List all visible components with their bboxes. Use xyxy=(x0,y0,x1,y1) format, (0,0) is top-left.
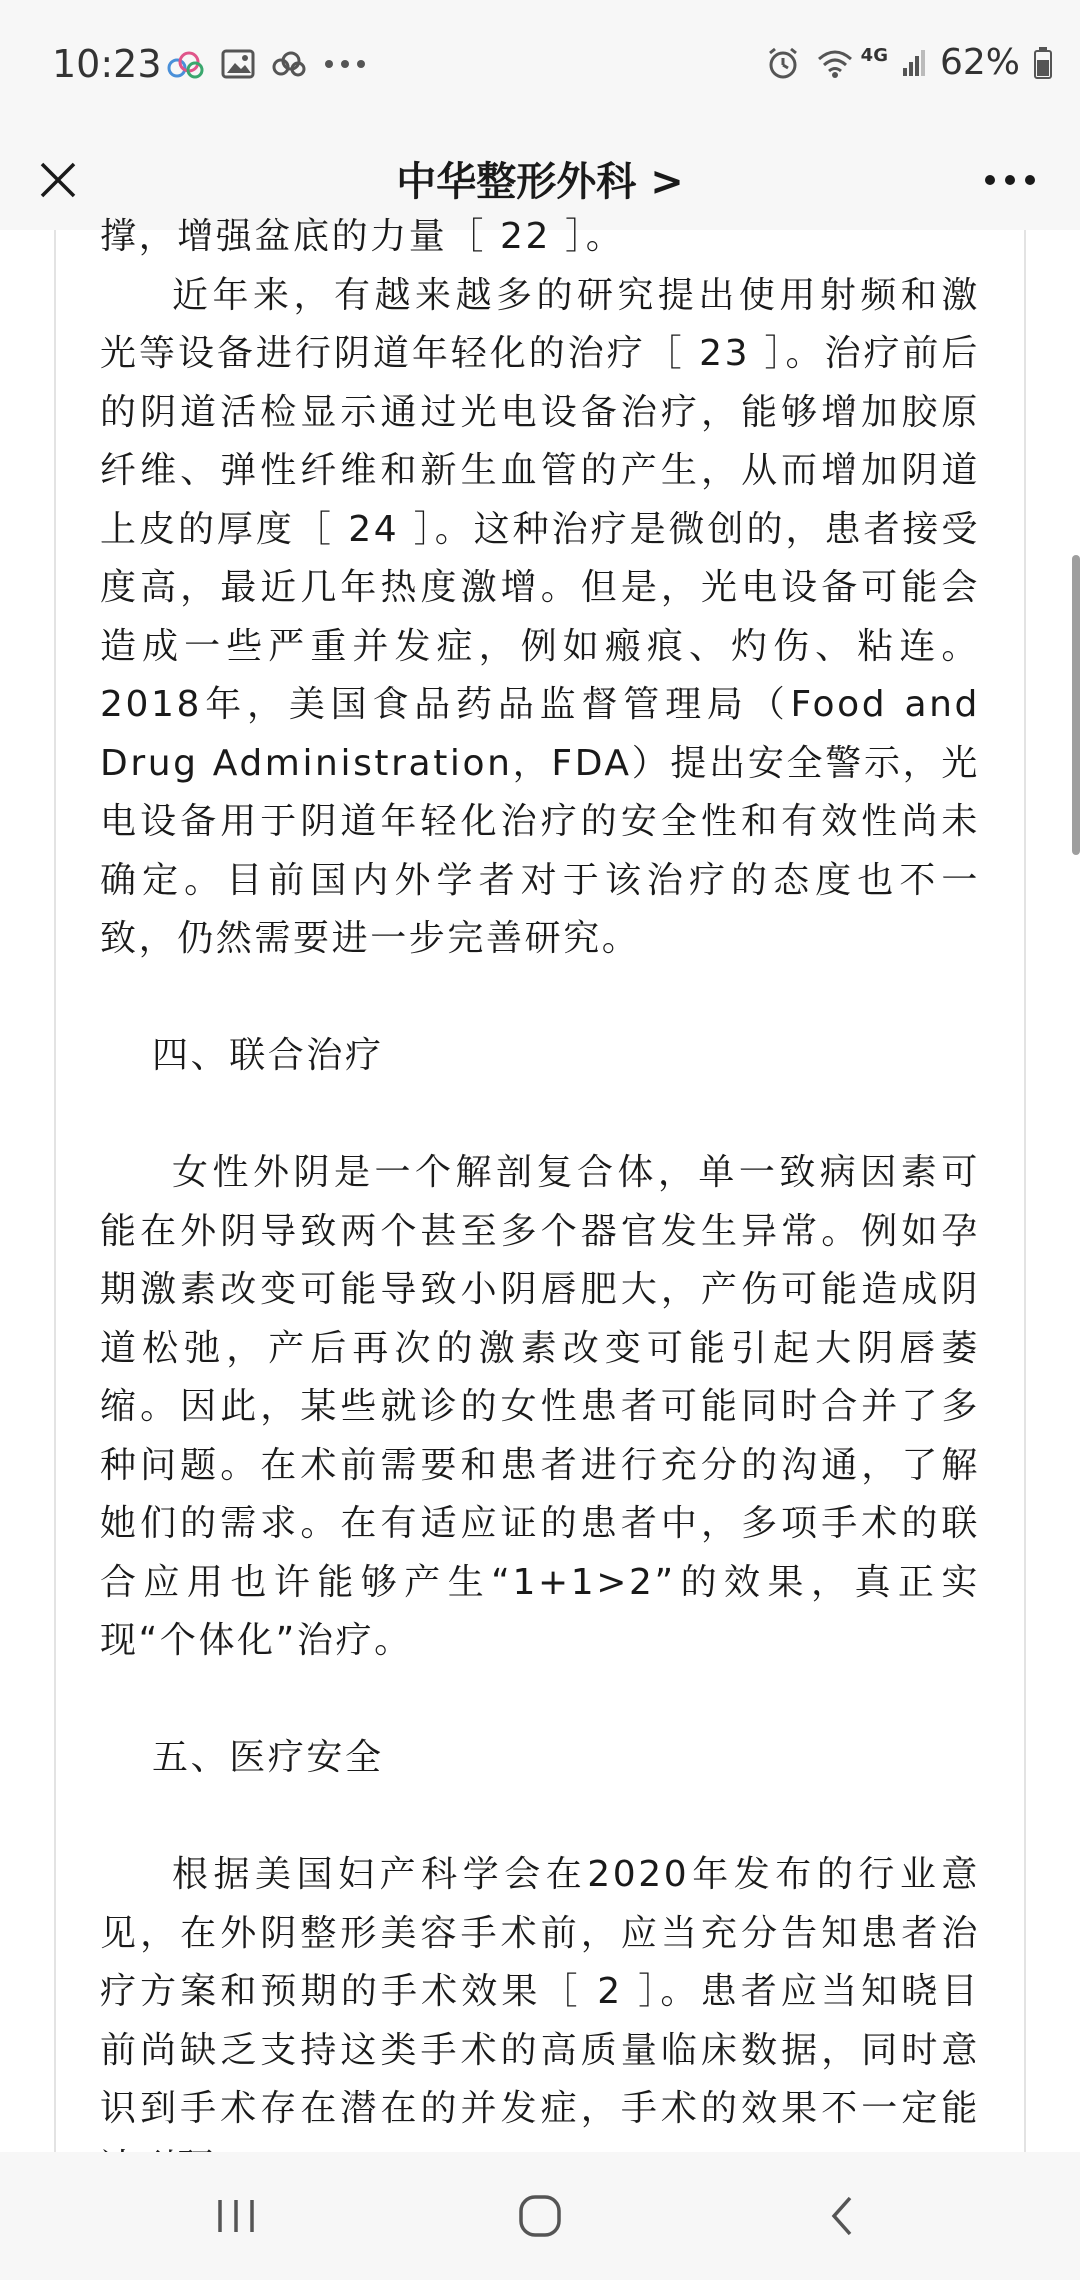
network-label: 4G xyxy=(860,45,888,66)
more-horizontal-icon xyxy=(984,174,1036,186)
paragraph-medical-safety: 根据美国妇产科学会在2020年发布的行业意见，在外阴整形美容手术前，应当充分告知患者治疗方案和预期的手术效果［ 2 ］。患者应当知晓目前尚缺乏支持这类手术的高质量临床数据，同时意识到手术存在潜在的并发症，手术的效果不一定能 xyxy=(100,1854,980,2129)
back-button[interactable] xyxy=(802,2186,882,2246)
status-right xyxy=(765,42,1052,83)
scrollbar-thumb[interactable] xyxy=(1072,555,1080,855)
section-heading-combined-treatment: 四、联合治疗 xyxy=(152,1035,384,1076)
wifi-icon xyxy=(815,47,855,79)
more-dots-icon xyxy=(323,58,367,70)
battery-icon xyxy=(1034,47,1052,79)
notification-icons xyxy=(165,48,367,80)
image-icon xyxy=(221,49,255,79)
cloud-alt-icon xyxy=(271,49,307,79)
battery-percent: 62% xyxy=(939,42,1020,83)
recent-apps-button[interactable] xyxy=(196,2186,276,2246)
home-button[interactable] xyxy=(500,2186,580,2246)
more-options-button[interactable] xyxy=(970,152,1050,208)
status-time: 10:23 xyxy=(52,42,162,86)
signal-icon xyxy=(902,48,926,78)
status-bar xyxy=(0,0,1080,130)
alarm-icon xyxy=(765,45,801,81)
cloud-icon xyxy=(165,48,205,80)
article-body xyxy=(100,208,980,2197)
paragraph-combined-treatment: 女性外阴是一个解剖复合体，单一致病因素可能在外阴导致两个甚至多个器官发生异常。例如孕期激素改变可能导致小阴唇肥大，产伤可能造成阴道松弛，产后再次的激素改变可能引起大阴唇萎缩。因此，某些就诊的女性患者可能同时合并了多种问题。在术前需要和患者进行充分的沟通，了解她们的需求。在有适应证的患者中，多项手术的联合应用也许能够产生“1+1>2”的效果，真正实现“个体化”治疗。 xyxy=(100,1152,980,1661)
content-left-border xyxy=(54,230,56,2152)
home-icon xyxy=(517,2193,563,2239)
partial-paragraph: 撑，增强盆底的力量［ 22 ］。 xyxy=(100,216,625,257)
paragraph-laser-rf: 近年来，有越来越多的研究提出使用射频和激光等设备进行阴道年轻化的治疗［ 23 ］。治疗前后的阴道活检显示通过光电设备治疗，能够增加胶原纤维、弹性纤维和新生血管的产生，从而增加阴道上皮的厚度［ 24 ］。这种治疗是微创的，患者接受度高，最近几年热度激增。但是，光电设备可能会造成一些严重并发症，例如瘢痕、灼伤、粘连。2018年，美国食品药品监督管理局（Food and Drug Administration，FDA）提出安全警示，光电设备用于阴道年轻化治疗的安全性和有效性尚未确定。目前国内外学者对于该治疗的态度也不一致，仍然需要进一步完善研究。 xyxy=(100,274,980,959)
back-icon xyxy=(828,2194,856,2238)
recent-apps-icon xyxy=(214,2196,258,2236)
article-content[interactable] xyxy=(0,216,1080,2152)
section-heading-medical-safety: 五、医疗安全 xyxy=(152,1737,384,1778)
content-right-border xyxy=(1024,230,1026,2152)
system-navigation-bar xyxy=(0,2152,1080,2280)
page-title[interactable]: 中华整形外科 > xyxy=(396,159,684,205)
